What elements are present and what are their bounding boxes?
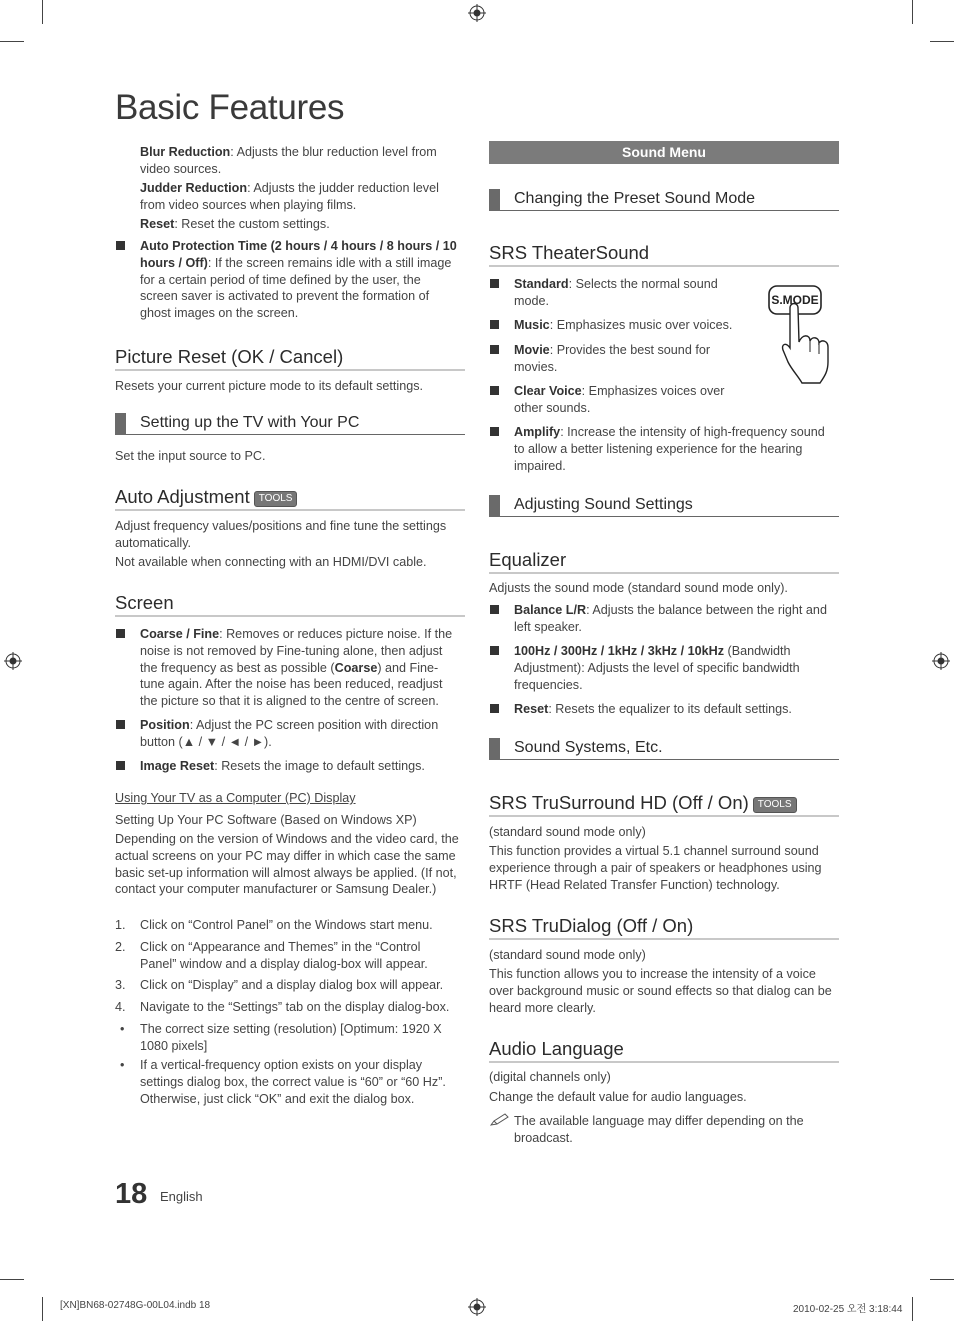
tools-icon: TOOLS: [753, 797, 797, 813]
balance-item: Balance L/R: Adjusts the balance between the right and left speaker.: [514, 603, 827, 634]
registration-mark-icon: [932, 652, 950, 670]
pc-display-intro: Depending on the version of Windows and the video card, the actual screens on your PC may differ in which case the same basic set-up information will almost always be applied. (If not, contact your computer manufacturer or Samsung Dealer.): [115, 832, 459, 897]
bullet-square-icon: [116, 629, 125, 638]
equalizer-heading: Equalizer: [489, 549, 839, 574]
step-text: Click on “Appearance and Themes” in the “Control Panel” window and a display dialog-box will appear.: [140, 940, 428, 971]
crop-mark: [42, 0, 43, 24]
trusurround-heading: SRS TruSurround HD (Off / On) TOOLS: [489, 792, 839, 817]
registration-mark-icon: [4, 652, 22, 670]
pc-bullet: If a vertical-frequency option exists on your display settings dialog box, the correct value is “60” or “60 Hz”. Otherwise, just click “OK” and exit the dialog box.: [140, 1058, 446, 1106]
step-text: Navigate to the “Settings” tab on the display dialog-box.: [140, 1000, 450, 1014]
auto-protection-item: Auto Protection Time (2 hours / 4 hours / 8 hours / 10 hours / Off): If the screen remains idle with a still image for a certain period of time defined by the user, the screen saver is activated to prevent the formation of ghost images on the screen.: [140, 239, 457, 321]
step-number: 3.: [115, 978, 126, 992]
auto-adjustment-heading: Auto Adjustment TOOLS: [115, 486, 465, 511]
bullet-square-icon: [116, 241, 125, 250]
preset-sound-heading: Changing the Preset Sound Mode: [489, 189, 839, 211]
trusurround-note: (standard sound mode only): [489, 825, 646, 839]
page-number: 18: [115, 1178, 148, 1210]
bullet-square-icon: [490, 646, 499, 655]
bandwidth-item: 100Hz / 300Hz / 1kHz / 3kHz / 10kHz (Bandwidth Adjustment): Adjusts the level of specific bandwidth frequencies.: [514, 644, 800, 692]
standard-item: Standard: Selects the normal sound mode.: [514, 277, 718, 308]
page-language: English: [160, 1189, 203, 1204]
setup-pc-text: Set the input source to PC.: [115, 449, 266, 463]
audio-language-note: (digital channels only): [489, 1070, 611, 1084]
smode-label: S.MODE: [771, 293, 819, 307]
crop-mark: [912, 0, 913, 24]
bullet-square-icon: [490, 386, 499, 395]
pc-display-heading: Using Your TV as a Computer (PC) Display: [115, 791, 356, 805]
equalizer-intro: Adjusts the sound mode (standard sound mode only).: [489, 581, 788, 595]
trusurround-text: This function provides a virtual 5.1 channel surround sound experience through a pair of speakers or headphones using HRTF (Head Related Transfer Function) technology.: [489, 844, 822, 892]
crop-mark: [930, 1279, 954, 1280]
bullet-square-icon: [116, 761, 125, 770]
step-number: 4.: [115, 1000, 126, 1014]
clear-voice-item: Clear Voice: Emphasizes voices over other sounds.: [514, 384, 725, 415]
audio-language-memo: The available language may differ depending on the broadcast.: [514, 1114, 804, 1145]
trudialog-heading: SRS TruDialog (Off / On): [489, 915, 839, 940]
bullet-square-icon: [490, 704, 499, 713]
footer-file: [XN]BN68-02748G-00L04.indb 18: [60, 1300, 211, 1311]
bullet-square-icon: [490, 605, 499, 614]
screen-heading: Screen: [115, 592, 465, 617]
crop-mark: [930, 41, 954, 42]
picture-reset-text: Resets your current picture mode to its default settings.: [115, 379, 423, 393]
trudialog-text: This function allows you to increase the intensity of a voice over background music or sound effects so that dialog can be heard more clearly.: [489, 967, 832, 1015]
bullet-square-icon: [490, 320, 499, 329]
picture-reset-heading: Picture Reset (OK / Cancel): [115, 346, 465, 371]
step-number: 1.: [115, 918, 126, 932]
step-text: Click on “Display” and a display dialog box will appear.: [140, 978, 444, 992]
pc-bullet: The correct size setting (resolution) [Optimum: 1920 X 1080 pixels]: [140, 1022, 442, 1053]
bullet-square-icon: [490, 345, 499, 354]
audio-language-text: Change the default value for audio languages.: [489, 1090, 747, 1104]
amplify-item: Amplify: Increase the intensity of high-frequency sound to allow a better listening experience for the hearing impaired.: [514, 425, 825, 473]
registration-mark-icon: [468, 4, 486, 22]
smode-hand-icon: [766, 284, 838, 386]
crop-mark: [912, 1297, 913, 1321]
bullet-square-icon: [490, 279, 499, 288]
crop-mark: [0, 1279, 24, 1280]
srs-theatersound-heading: SRS TheaterSound: [489, 242, 839, 267]
sound-systems-heading: Sound Systems, Etc.: [489, 738, 839, 760]
image-reset-item: Image Reset: Resets the image to default settings.: [140, 759, 425, 773]
memo-pencil-icon: [490, 1113, 510, 1127]
bullet-dot-icon: •: [120, 1058, 125, 1072]
tools-icon: TOOLS: [254, 491, 298, 507]
registration-mark-icon: [468, 1298, 486, 1316]
coarse-fine-item: Coarse / Fine: Removes or reduces picture noise. If the noise is not removed by Fine-tuning alone, then adjust the frequency as best as possible (Coarse) and Fine-tune again. After the noise has been reduced, readjust the picture so that it is aligned to the centre of screen.: [140, 627, 453, 709]
auto-adjustment-text2: Not available when connecting with an HDMI/DVI cable.: [115, 555, 427, 569]
movie-item: Movie: Provides the best sound for movies.: [514, 343, 711, 374]
audio-language-heading: Audio Language: [489, 1038, 839, 1063]
adjusting-sound-heading: Adjusting Sound Settings: [489, 495, 839, 517]
bullet-square-icon: [490, 427, 499, 436]
judder-reduction-item: Judder Reduction: Adjusts the judder reduction level from video sources when playing films.: [140, 181, 439, 212]
crop-mark: [42, 1297, 43, 1321]
page-title: Basic Features: [115, 88, 345, 127]
sound-menu-banner: Sound Menu: [489, 141, 839, 164]
setup-pc-heading: Setting up the TV with Your PC: [115, 413, 465, 435]
blur-reduction-item: Blur Reduction: Adjusts the blur reduction level from video sources.: [140, 145, 437, 176]
step-number: 2.: [115, 940, 126, 954]
eq-reset-item: Reset: Resets the equalizer to its default settings.: [514, 702, 792, 716]
bullet-dot-icon: •: [120, 1022, 125, 1036]
trudialog-note: (standard sound mode only): [489, 948, 646, 962]
footer-date: 2010-02-25 오전 3:18:44: [793, 1304, 903, 1315]
music-item: Music: Emphasizes music over voices.: [514, 318, 733, 332]
position-item: Position: Adjust the PC screen position with direction button (▲ / ▼ / ◄ / ►).: [140, 718, 439, 749]
reset-item: Reset: Reset the custom settings.: [140, 217, 330, 231]
pc-display-sub: Setting Up Your PC Software (Based on Windows XP): [115, 813, 417, 827]
auto-adjustment-text1: Adjust frequency values/positions and fine tune the settings automatically.: [115, 519, 447, 550]
crop-mark: [0, 41, 24, 42]
step-text: Click on “Control Panel” on the Windows start menu.: [140, 918, 433, 932]
bullet-square-icon: [116, 720, 125, 729]
